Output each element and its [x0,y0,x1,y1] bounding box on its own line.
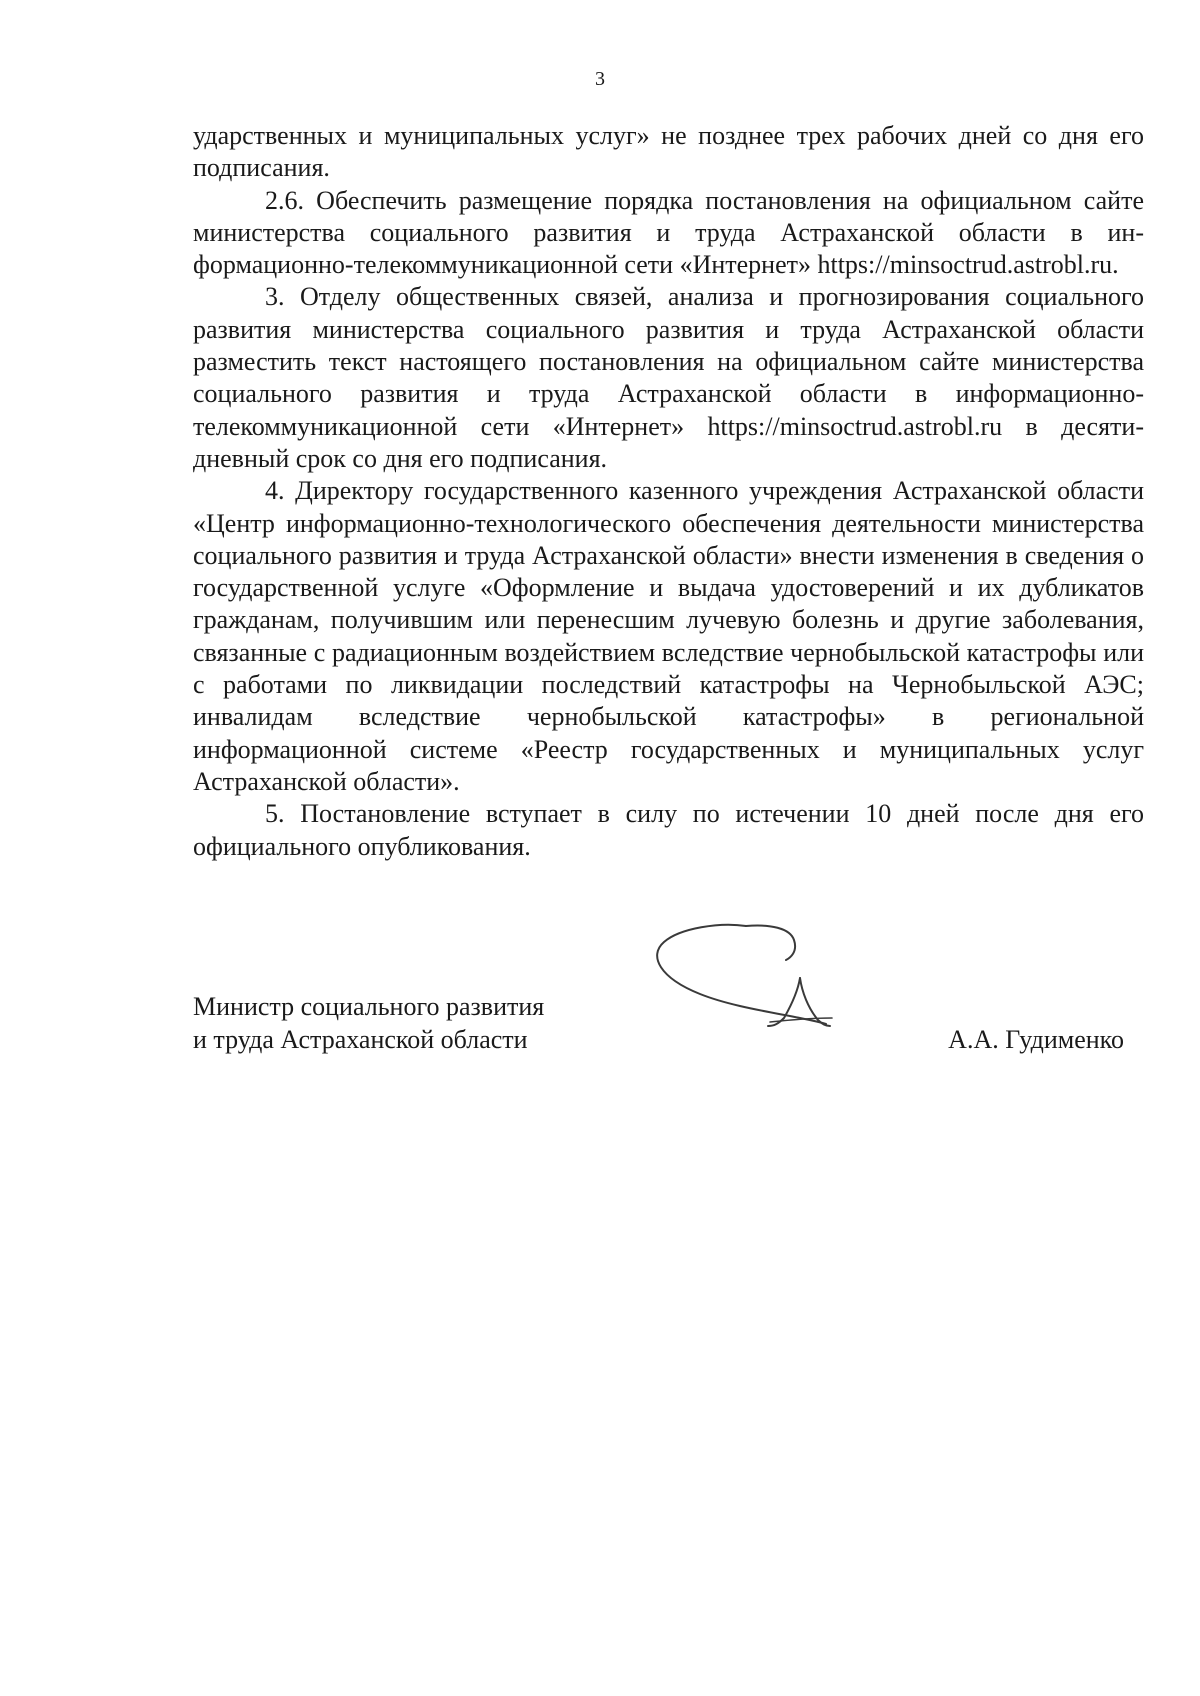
paragraph-5: 5. Постановление вступает в силу по истечении 10 дней после дня его официального опубликования. [193,799,1144,861]
signature-block [193,990,1144,1070]
signer-title [193,990,544,1056]
paragraph-2-6: 2.6. Обеспечить размещение порядка постановления на официальном сайте министерства социального развития и труда Астраханской области в информационно-телекоммуникационной сети «Интернет» https://minsoctrud.astrobl.ru. [193,185,1144,280]
signer-title-line-2: и труда Астраханской области [193,1025,528,1054]
paragraph-continuation: ударственных и муниципальных услуг» не позднее трех рабочих дней со дня его подписания. [193,121,1144,183]
document-body [193,120,1144,863]
paragraph-4: 4. Директору государственного казенного учреждения Астраханской области «Центр информационно-технологического обеспечения деятельности министерства социального развития и труда Астраханской области» внести изменения в сведения о государственной услуге «Оформление и выдача удостоверений и их дубликатов гражданам, получившим или перенесшим лучевую болезнь и другие заболевания, связанные с радиационным воздействием вследствие чернобыльской катастрофы или с работами по ликвидации последствий катастрофы на Чернобыльской АЭС; инвалидам вследствие чернобыльской катастрофы» в региональной информационной системе «Реестр государственных и муниципальных услуг Астраханской области». [193,476,1144,796]
signer-title-line-1: Министр социального развития [193,992,545,1021]
paragraph-3: 3. Отделу общественных связей, анализа и прогнозирования социального развития министерства социального развития и труда Астраханской области разместить текст настоящего постановления на официальном сайте министерства социального развития и труда Астраханской области в информационно-телекоммуникационной сети «Интернет» https://minsoctrud.astrobl.ru в десятидневный срок со дня его подписания. [193,282,1144,473]
page-number: 3 [595,68,605,90]
signer-name: А.А. Гудименко [948,1025,1124,1054]
